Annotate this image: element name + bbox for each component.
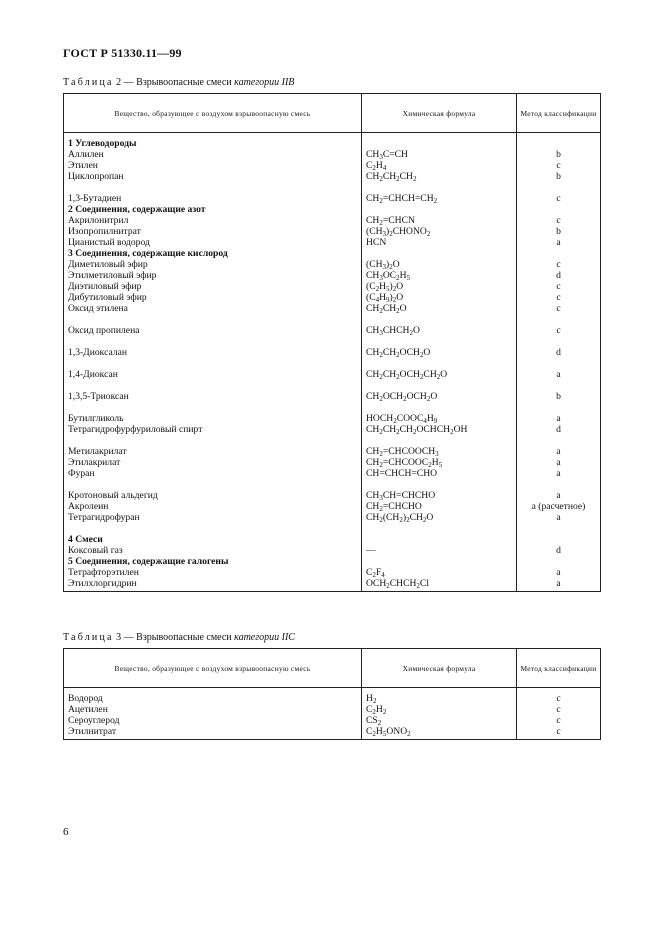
substance-cell: 1 Углеводороды [64,133,362,150]
substance-cell: 3 Соединения, содержащие кислород [64,248,362,259]
table-row [64,457,601,468]
table2-caption-text: 2 — Взрывоопасные смеси [116,77,232,88]
method-cell [517,479,601,490]
substance-cell: Тетрагидрофуран [64,512,362,523]
method-cell: b [517,171,601,182]
substance-cell [64,314,362,325]
table3 [63,648,601,740]
substance-cell: Этилакрилат [64,457,362,468]
method-cell: c [517,688,601,705]
section-heading-row [64,133,601,150]
formula-cell: $CH_2=CHCN$ [362,215,517,226]
table-row [64,270,601,281]
formula-cell: $CH_2CH_2OCH_2O$ [362,347,517,358]
method-cell: a [517,567,601,578]
spacer-row [64,402,601,413]
method-cell: a [517,413,601,424]
method-cell: c [517,215,601,226]
method-cell: d [517,347,601,358]
substance-cell: Этилнитрат [64,726,362,740]
method-cell [517,402,601,413]
table-row [64,193,601,204]
formula-cell: $CH_2=CHCHO$ [362,501,517,512]
substance-cell: 4 Смеси [64,534,362,545]
method-cell: b [517,226,601,237]
method-cell [517,336,601,347]
formula-cell: $C_2H_5ONO_2$ [362,726,517,740]
table-row [64,715,601,726]
method-cell: a [517,237,601,248]
section-heading-row [64,556,601,567]
table-row [64,688,601,705]
formula-cell: $CH_3CHCH_2O$ [362,325,517,336]
substance-cell: 2 Соединения, содержащие азот [64,204,362,215]
formula-cell: $CH_2=CHCH=CH_2$ [362,193,517,204]
formula-cell: $HOCH_2COOC_4H_9$ [362,413,517,424]
table3-header-substance: Вещество, образующее с воздухом взрывоопасную смесь [64,649,362,688]
formula-cell: $C_2H_4$ [362,160,517,171]
substance-cell [64,358,362,369]
table-row [64,281,601,292]
method-cell [517,556,601,567]
method-cell [517,248,601,259]
page-number: 6 [63,826,69,838]
formula-cell: $(C_4H_9)_2O$ [362,292,517,303]
table-row [64,413,601,424]
spacer-row [64,182,601,193]
spacer-row [64,523,601,534]
table-row [64,369,601,380]
method-cell: a [517,468,601,479]
method-cell [517,523,601,534]
table-row [64,215,601,226]
formula-cell: — [362,545,517,556]
substance-cell: Сероуглерод [64,715,362,726]
substance-cell: 1,4-Диоксан [64,369,362,380]
formula-cell: $CS_2$ [362,715,517,726]
spacer-row [64,358,601,369]
substance-cell: 1,3-Бутадиен [64,193,362,204]
spacer-row [64,314,601,325]
formula-cell: $H_2$ [362,688,517,705]
method-cell: a [517,578,601,592]
substance-cell: Акрилонитрил [64,215,362,226]
method-cell: a (расчетное) [517,501,601,512]
method-cell: c [517,160,601,171]
substance-cell: Циклопропан [64,171,362,182]
method-cell [517,204,601,215]
method-cell [517,314,601,325]
substance-cell: Дибутиловый эфир [64,292,362,303]
table-row [64,292,601,303]
table-row [64,424,601,435]
formula-cell [362,380,517,391]
formula-cell: $CH_2OCH_2OCH_2O$ [362,391,517,402]
spacer-row [64,380,601,391]
substance-cell: Диметиловый эфир [64,259,362,270]
table3-caption-word: Таблица [63,632,114,643]
table-row [64,567,601,578]
table-row [64,237,601,248]
table2-caption-word: Таблица [63,77,114,88]
formula-cell: $CH_2=CHCOOCH_3$ [362,446,517,457]
method-cell: a [517,512,601,523]
table3-caption [63,632,295,643]
table-row [64,325,601,336]
formula-cell: $(C_2H_5)_2O$ [362,281,517,292]
formula-cell: CH=CHCH=CHO [362,468,517,479]
formula-cell: $(CH_3)_2O$ [362,259,517,270]
table2-header-method: Метод классификации [517,94,601,133]
formula-cell: $CH_3C=CH$ [362,149,517,160]
substance-cell: 5 Соединения, содержащие галогены [64,556,362,567]
table-row [64,726,601,740]
method-cell: c [517,281,601,292]
formula-cell [362,523,517,534]
method-cell: c [517,303,601,314]
formula-cell: $CH_2CH_2CH_2OCHCH_2OH$ [362,424,517,435]
substance-cell [64,523,362,534]
table-row [64,226,601,237]
substance-cell: Оксид пропилена [64,325,362,336]
table-row [64,446,601,457]
formula-cell: $CH_2=CHCOOC_2H_5$ [362,457,517,468]
method-cell: d [517,270,601,281]
formula-cell: $OCH_2CHCH_2Cl$ [362,578,517,592]
table-row [64,578,601,592]
method-cell [517,133,601,150]
method-cell: c [517,704,601,715]
method-cell: c [517,292,601,303]
formula-cell: $CH_3OC_2H_5$ [362,270,517,281]
method-cell: a [517,369,601,380]
method-cell [517,534,601,545]
table-row [64,160,601,171]
spacer-row [64,435,601,446]
formula-cell: $CH_2(CH_2)_2CH_2O$ [362,512,517,523]
document-header: ГОСТ Р 51330.11—99 [63,46,182,60]
table-row [64,490,601,501]
formula-cell: $CH_3CH=CHCHO$ [362,490,517,501]
substance-cell: 1,3-Диоксалан [64,347,362,358]
method-cell: a [517,446,601,457]
section-heading-row [64,534,601,545]
substance-cell: Этилметиловый эфир [64,270,362,281]
substance-cell: Коксовый газ [64,545,362,556]
table2-caption-category: категории IIB [234,77,295,88]
method-cell: c [517,193,601,204]
formula-cell: $CH_2CH_2CH_2$ [362,171,517,182]
formula-cell: $C_2H_2$ [362,704,517,715]
substance-cell [64,402,362,413]
substance-cell [64,182,362,193]
substance-cell: Тетрафторэтилен [64,567,362,578]
table2 [63,93,601,592]
substance-cell [64,435,362,446]
substance-cell: Бутилгликоль [64,413,362,424]
substance-cell [64,336,362,347]
substance-cell: Этилхлоргидрин [64,578,362,592]
method-cell: c [517,259,601,270]
table-row [64,501,601,512]
table-row [64,704,601,715]
substance-cell: Цианистый водород [64,237,362,248]
table2-caption [63,77,294,88]
table-row [64,512,601,523]
substance-cell: Диэтиловый эфир [64,281,362,292]
formula-cell: $CH_2CH_2OCH_2CH_2O$ [362,369,517,380]
method-cell: a [517,490,601,501]
substance-cell: Этилен [64,160,362,171]
formula-cell [362,435,517,446]
table3-header-method: Метод классификации [517,649,601,688]
table3-header-formula: Химическая формула [362,649,517,688]
spacer-row [64,479,601,490]
formula-cell [362,182,517,193]
substance-cell: Изопропилнитрат [64,226,362,237]
formula-cell [362,314,517,325]
formula-cell: $C_2F_4$ [362,567,517,578]
table-row [64,303,601,314]
method-cell: c [517,715,601,726]
spacer-row [64,336,601,347]
method-cell: c [517,325,601,336]
table-row [64,468,601,479]
method-cell [517,435,601,446]
method-cell: b [517,391,601,402]
substance-cell: Тетрагидрофурфуриловый спирт [64,424,362,435]
method-cell [517,358,601,369]
formula-cell: HCN [362,237,517,248]
table-row [64,171,601,182]
substance-cell [64,380,362,391]
substance-cell: Фуран [64,468,362,479]
formula-cell: $(CH_3)_2CHONO_2$ [362,226,517,237]
section-heading-row [64,204,601,215]
table-row [64,545,601,556]
table-row [64,347,601,358]
section-heading-row [64,248,601,259]
formula-cell: $CH_2CH_2O$ [362,303,517,314]
substance-cell: Метилакрилат [64,446,362,457]
method-cell: b [517,149,601,160]
substance-cell: Акролеин [64,501,362,512]
substance-cell: Оксид этилена [64,303,362,314]
substance-cell: 1,3,5-Триоксан [64,391,362,402]
substance-cell: Кротоновый альдегид [64,490,362,501]
formula-cell [362,204,517,215]
formula-cell [362,534,517,545]
table-row [64,391,601,402]
method-cell: c [517,726,601,740]
formula-cell [362,133,517,150]
method-cell: a [517,457,601,468]
table3-caption-text: 3 — Взрывоопасные смеси [116,632,232,643]
substance-cell: Ацетилен [64,704,362,715]
formula-cell [362,248,517,259]
formula-cell [362,402,517,413]
method-cell [517,380,601,391]
table3-caption-category: категории IIC [234,632,295,643]
formula-cell [362,336,517,347]
substance-cell: Аллилен [64,149,362,160]
table2-header-substance: Вещество, образующее с воздухом взрывоопасную смесь [64,94,362,133]
formula-cell [362,556,517,567]
table-row [64,149,601,160]
table2-header-formula: Химическая формула [362,94,517,133]
method-cell: d [517,424,601,435]
substance-cell: Водород [64,688,362,705]
substance-cell [64,479,362,490]
formula-cell [362,479,517,490]
formula-cell [362,358,517,369]
table-row [64,259,601,270]
method-cell [517,182,601,193]
method-cell: d [517,545,601,556]
